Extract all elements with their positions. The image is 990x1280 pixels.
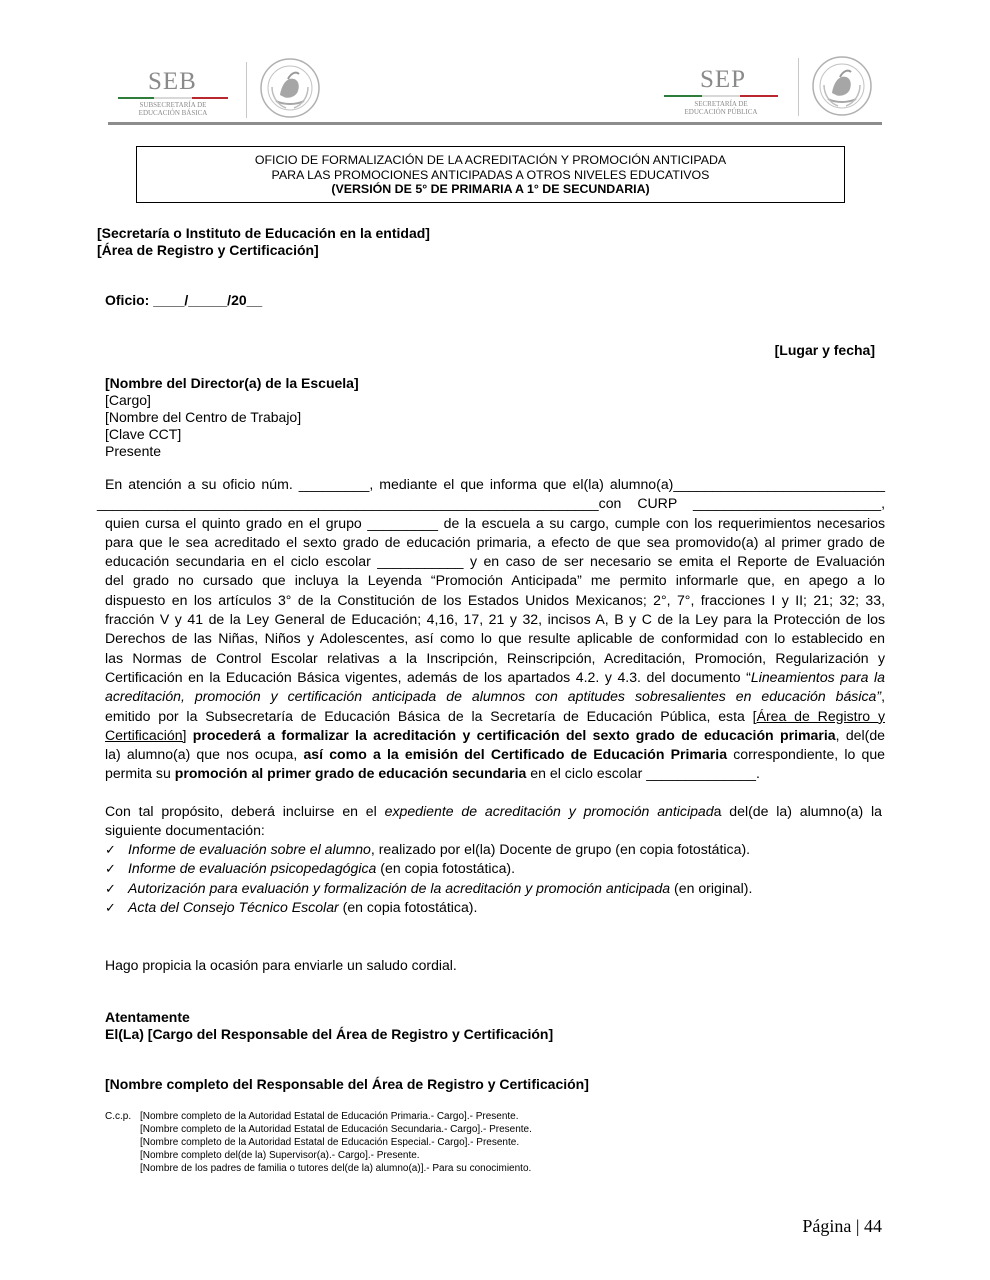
mexican-coat-of-arms-icon — [810, 55, 874, 117]
signature-atentamente: Atentamente — [105, 1009, 190, 1025]
body-text: Certificación en la Educación Básica vigentes, además de los apartados 4.2. y 4.3. del documento “ — [105, 668, 751, 685]
sender-block — [97, 225, 430, 259]
body-line: del grado no cursado que incluya la Leyenda “Promoción Anticipada” me permito informarle que, en apego a lo — [105, 572, 885, 589]
body-text: a del(de la) alumno(a) la — [713, 803, 882, 819]
flag-bar-red — [192, 97, 228, 99]
area-placeholder: [Área de Registro y — [752, 707, 885, 724]
body-line: fracción V y 41 de la Ley General de Educación; 4,16, 17, 21 y 32, incisos A, B y C de la Ley para la Protección de los — [105, 611, 885, 628]
body-text: emitido por la Subsecretaría de Educación Básica de la Secretaría de Educación Pública, esta — [105, 707, 753, 724]
checklist-item-note: (en copia fotostática). — [376, 860, 516, 877]
checklist-item-note: (en copia fotostática). — [338, 898, 478, 915]
place-and-date: [Lugar y fecha] — [774, 342, 875, 358]
checklist-item-title: Autorización para evaluación y formalización de la acreditación y promoción anticipada — [128, 879, 671, 896]
ccp-line: [Nombre completo de la Autoridad Estatal de Educación Especial.- Cargo].- Presente. — [140, 1137, 520, 1148]
checklist-item-note: (en original). — [670, 879, 753, 896]
body-text: correspondiente, lo que — [727, 746, 885, 763]
checkmark-icon: ✓ — [105, 842, 116, 857]
ccp-row — [105, 1110, 532, 1123]
seb-logo-subtitle — [118, 101, 228, 117]
checklist-item-title: Acta del Consejo Técnico Escolar — [128, 898, 339, 915]
body-text: , — [881, 688, 885, 705]
ccp-row — [105, 1162, 532, 1175]
title-line-3: (VERSIÓN DE 5° DE PRIMARIA A 1° DE SECUNDARIA) — [331, 182, 650, 196]
checkmark-icon: ✓ — [105, 880, 116, 896]
body-line — [105, 668, 885, 687]
sep-logo-line2: EDUCACIÓN PÚBLICA — [684, 108, 758, 116]
recipient-centro: [Nombre del Centro de Trabajo] — [105, 409, 302, 425]
flag-bar-white — [154, 97, 192, 99]
checklist-item-title: Informe de evaluación sobre el alumno — [128, 841, 371, 857]
ccp-line: [Nombre completo de la Autoridad Estatal de Educación Primaria.- Cargo].- Presente. — [140, 1111, 519, 1122]
title-line-1: OFICIO DE FORMALIZACIÓN DE LA ACREDITACIÓN Y PROMOCIÓN ANTICIPADA — [254, 153, 727, 167]
documentation-checklist — [105, 840, 752, 917]
ccp-line: [Nombre de los padres de familia o tutores del(de la) alumno(a)].- Para su conocimiento. — [140, 1163, 532, 1174]
body-line: para que le sea acreditado el sexto grado de educación primaria, a efecto de que sea promovido(a) al primer grado de — [105, 533, 885, 550]
recipient-cargo: [Cargo] — [105, 392, 151, 408]
body-line — [105, 707, 885, 726]
checklist-item — [105, 898, 752, 917]
body-line: las Normas de Control Escolar relativas a la Inscripción, Reinscripción, Acreditación, Promoción, Regularización y — [105, 649, 885, 666]
flag-bar-white-right — [702, 95, 740, 97]
body-bold-text: así como a la emisión del Certificado de Educación Primaria — [303, 746, 728, 763]
body-text: permita su — [105, 765, 175, 782]
checklist-item — [105, 859, 752, 878]
body-text: la) alumno(a) que nos ocupa, — [105, 746, 304, 763]
body-line — [105, 687, 885, 706]
purpose-paragraph — [105, 802, 882, 841]
document-title-italic: Lineamientos para la — [750, 668, 885, 685]
recipient-block — [105, 375, 359, 460]
title-line-2: PARA LAS PROMOCIONES ANTICIPADAS A OTROS NIVELES EDUCATIVOS — [271, 167, 710, 182]
signature-cargo: El(La) [Cargo del Responsable del Área de Registro y Certificación] — [105, 1026, 554, 1042]
checkmark-icon: ✓ — [105, 861, 116, 877]
recipient-cct: [Clave CCT] — [105, 426, 182, 442]
body-line: dispuesto en los artículos 3° de la Constitución de los Estados Unidos Mexicanos; 2°, 7°, fracciones I y II; 21; 32; 33, — [105, 591, 885, 608]
ccp-row — [105, 1123, 532, 1136]
expediente-italic: expediente de acreditación y promoción anticipad — [384, 803, 714, 819]
recipient-presente: Presente — [105, 443, 162, 459]
ccp-line: [Nombre completo del(de la) Supervisor(a).- Cargo].- Presente. — [140, 1150, 420, 1161]
sep-logo-line1: SECRETARÍA DE — [694, 100, 748, 108]
header-divider-right — [798, 58, 799, 116]
checklist-item — [105, 840, 752, 859]
header-rule — [108, 122, 882, 125]
body-text: , del(de — [835, 726, 885, 743]
header-divider-left — [246, 62, 247, 118]
body-line: educación secundaria en el ciclo escolar ___________ y en caso de ser necesario se emita el Reporte de Evaluación — [105, 553, 885, 570]
page-number: Página | 44 — [802, 1216, 882, 1236]
purpose-line — [105, 802, 882, 821]
body-paragraph — [97, 475, 885, 784]
signature-name: [Nombre completo del Responsable del Área de Registro y Certificación] — [105, 1076, 589, 1092]
signature-block — [105, 1009, 553, 1043]
area-placeholder: Certificación] — [105, 726, 187, 743]
ccp-line: [Nombre completo de la Autoridad Estatal de Educación Secundaria.- Cargo].- Presente. — [140, 1124, 532, 1135]
checkmark-icon: ✓ — [105, 899, 116, 915]
sender-institution: [Secretaría o Instituto de Educación en la entidad] — [97, 225, 430, 241]
checklist-item-title: Informe de evaluación psicopedagógica — [128, 860, 377, 877]
ccp-row — [105, 1149, 532, 1162]
recipient-name: [Nombre del Director(a) de la Escuela] — [105, 375, 359, 391]
seb-logo-line2: EDUCACIÓN BÁSICA — [138, 109, 208, 117]
body-line: Derechos de las Niñas, Niños y Adolescentes, así como lo que resulte aplicable de conformidad con lo establecido en — [105, 630, 885, 647]
body-line: En atención a su oficio núm. _________, mediante el que informa que el(la) alumno(a)___________________________ — [105, 476, 885, 492]
checklist-item-note: , realizado por el(la) Docente de grupo (en copia fotostática). — [370, 841, 751, 857]
mexican-coat-of-arms-icon — [258, 57, 322, 119]
seb-logo-abbr: SEB — [148, 68, 197, 95]
ccp-block — [105, 1110, 532, 1175]
purpose-line: siguiente documentación: — [105, 822, 265, 839]
flag-bar-green — [118, 97, 154, 99]
document-title-italic: acreditación, promoción y certificación anticipada de alumnos con aptitudes sobresalientes en educación básica” — [105, 688, 882, 705]
ccp-label: C.c.p. — [105, 1111, 132, 1122]
body-line: quien cursa el quinto grado en el grupo _________ de la escuela a su cargo, cumple con los requerimientos necesarios — [105, 514, 885, 531]
body-text: en el ciclo escolar ______________. — [526, 765, 760, 782]
document-title-box — [136, 146, 845, 203]
flag-bar-green-right — [664, 95, 702, 97]
sep-logo-subtitle — [664, 100, 778, 116]
closing-line: Hago propicia la ocasión para enviarle un saludo cordial. — [105, 957, 457, 973]
body-line: ________________________________________________________________con CURP ________________________, — [97, 495, 885, 512]
body-bold-text: promoción al primer grado de educación secundaria — [174, 765, 527, 782]
body-line — [105, 764, 885, 783]
body-line — [105, 726, 885, 745]
body-text: Con tal propósito, deberá incluirse en el — [105, 803, 385, 819]
checklist-item — [105, 879, 752, 898]
body-bold-text: procederá a formalizar la acreditación y certificación del sexto grado de educación primaria — [186, 726, 836, 743]
seb-logo-line1: SUBSECRETARÍA DE — [139, 101, 207, 109]
ccp-row — [105, 1136, 532, 1149]
sender-area: [Área de Registro y Certificación] — [97, 242, 319, 258]
flag-bar-red-right — [740, 95, 778, 97]
oficio-number: Oficio: ____/_____/20__ — [105, 292, 263, 308]
body-line — [105, 745, 885, 764]
sep-logo-abbr: SEP — [700, 66, 747, 93]
